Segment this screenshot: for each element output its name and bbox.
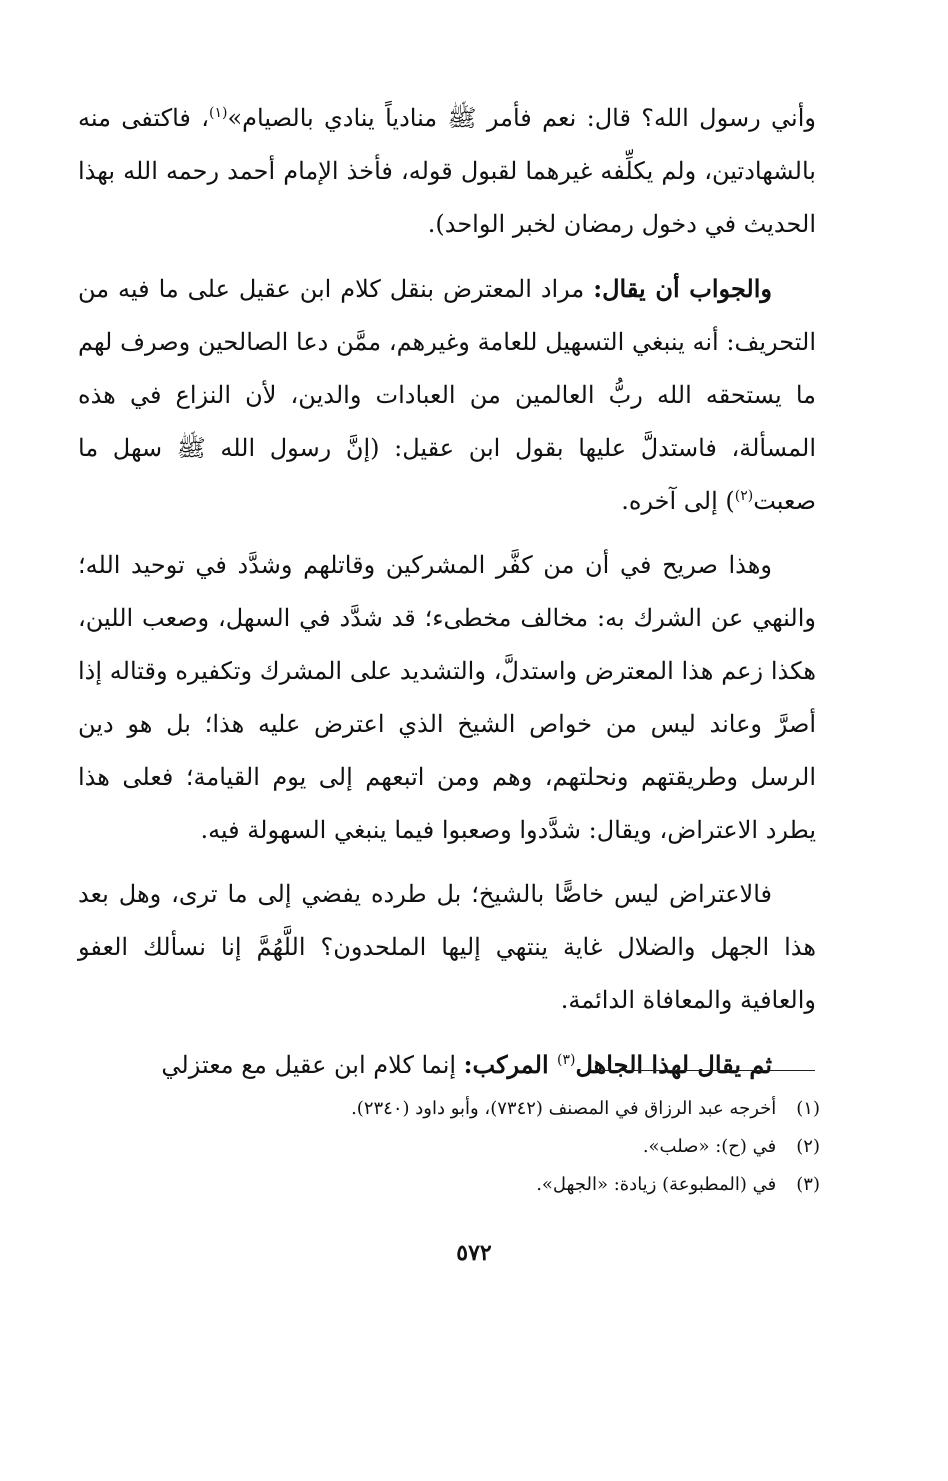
paragraph-1-text-cont: ، فاكتفى منه بالشهادتين، ولم يكلِّفه غيرهما لقبول قوله، فأخذ الإمام أحمد رحمه الله بهذا الحديث في دخول رمضان لخبر الواحد). xyxy=(78,104,816,238)
paragraph-5-lead: ثم يقال لهذا الجاهل xyxy=(575,1050,772,1079)
paragraph-4-text: فالاعتراض ليس خاصًّا بالشيخ؛ بل طرده يفضي إلى ما ترى، وهل بعد هذا الجهل والضلال غاية ينتهي إليها الملحدون؟ اللَّهُمَّ إنا نسألك العفو والعافية والمعافاة الدائمة. xyxy=(78,880,816,1014)
page-number: ٥٧٢ xyxy=(456,1240,492,1266)
footnotes xyxy=(160,1090,820,1204)
footnote-1-number: (١) xyxy=(796,1098,820,1119)
footnote-3 xyxy=(160,1166,820,1204)
footnote-separator xyxy=(590,1070,815,1071)
paragraph-2 xyxy=(78,262,816,528)
paragraph-1-text: وأني رسول الله؟ قال: نعم فأمر ﷺ منادياً ينادي بالصيام» xyxy=(227,104,816,132)
paragraph-5 xyxy=(78,1038,816,1092)
paragraph-3-text: وهذا صريح في أن من كفَّر المشركين وقاتلهم وشدَّد في توحيد الله؛ والنهي عن الشرك به: مخالف مخطىء؛ قد شدَّد في السهل، وصعب اللين، هكذا زعم هذا المعترض واستدلَّ، والتشديد على المشرك وتكفيره وقتاله إذا أصرَّ وعاند ليس من خواص الشيخ الذي اعترض عليه هذا؛ بل هو دين الرسل وطريقتهم ونحلتهم، وهم ومن اتبعهم إلى يوم القيامة؛ فعلى هذا يطرد الاعتراض، ويقال: شدَّدوا وصعبوا فيما ينبغي السهولة فيه. xyxy=(78,551,816,844)
footnote-1-text: أخرجه عبد الرزاق في المصنف (٧٣٤٢)، وأبو داود (٢٣٤٠). xyxy=(351,1098,777,1119)
footnote-ref-2[interactable]: (٢) xyxy=(734,488,754,504)
paragraph-1 xyxy=(78,92,816,251)
footnote-2 xyxy=(160,1128,820,1166)
paragraph-5-lead-cont: المركب: xyxy=(463,1050,557,1079)
paragraph-2-text: مراد المعترض بنقل كلام ابن عقيل على ما فيه من التحريف: أنه ينبغي التسهيل للعامة وغيرهم، ممَّن دعا الصالحين وصرف لهم ما يستحقه الله ربُّ العالمين من العبادات والدين، لأن النزاع في هذه المسألة، فاستدلَّ عليها بقول ابن عقيل: (إنَّ رسول الله ﷺ سهل ما صعبت xyxy=(78,275,816,515)
main-text xyxy=(78,92,816,1092)
footnote-3-number: (٣) xyxy=(796,1174,820,1195)
footnote-ref-3[interactable]: (٣) xyxy=(556,1052,576,1068)
footnote-2-text: في (ح): «صلب». xyxy=(642,1136,777,1157)
paragraph-2-text-cont: ) إلى آخره. xyxy=(621,487,735,515)
paragraph-3 xyxy=(78,539,816,857)
paragraph-5-text: إنما كلام ابن عقيل مع معتزلي xyxy=(161,1051,464,1079)
footnote-3-text: في (المطبوعة) زيادة: «الجهل». xyxy=(536,1174,777,1195)
paragraph-2-lead: والجواب أن يقال: xyxy=(593,274,773,303)
footnote-ref-1[interactable]: (١) xyxy=(209,105,228,121)
paragraph-4 xyxy=(78,868,816,1027)
footnote-2-number: (٢) xyxy=(796,1136,820,1157)
footnote-1 xyxy=(160,1090,820,1128)
